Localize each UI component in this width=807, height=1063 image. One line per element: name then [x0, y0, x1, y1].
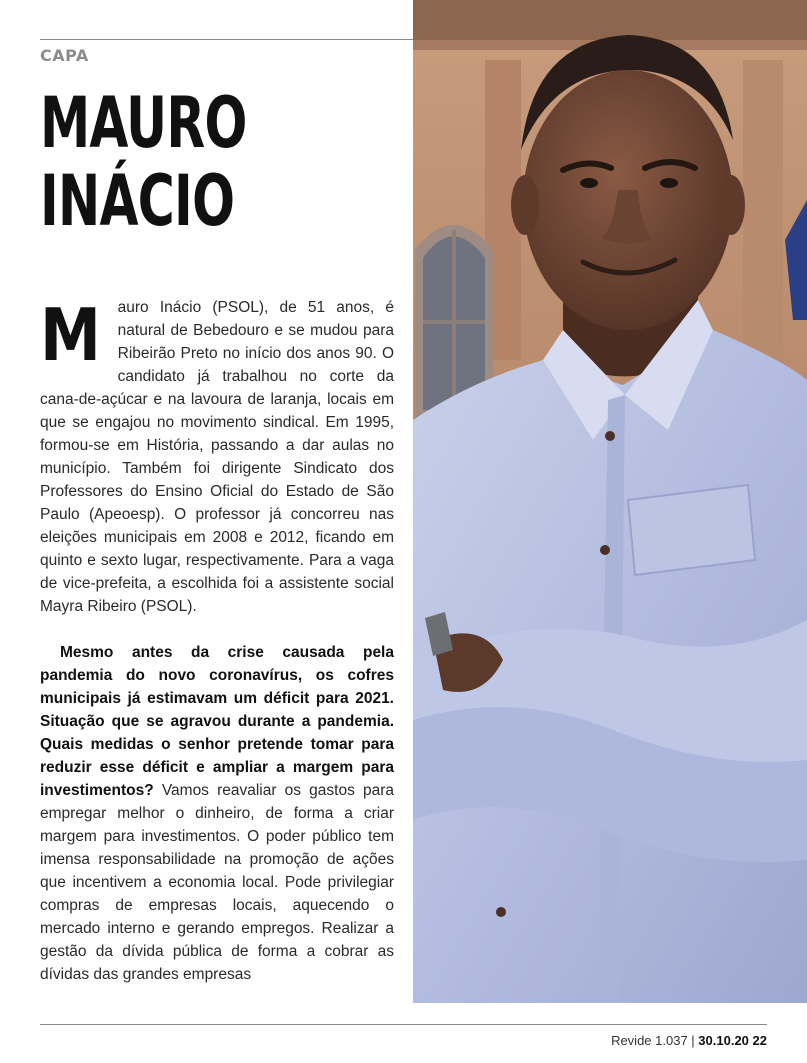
issue-date: 30.10.20 — [698, 1033, 749, 1048]
interview-answer: Vamos reavaliar os gastos para empregar melhor o dinheiro, de forma a criar margem para investimentos. O poder público tem imensa responsabilidade na promoção de ações que incentivem a economia local. Pode privilegiar compras de empresas locais, aquecendo o mercado interno e gerando empregos. Realizar a gestão da dívida pública de forma a cobrar as dívidas das grandes empresas — [40, 782, 394, 983]
drop-cap: M — [40, 293, 101, 377]
intro-paragraph — [40, 293, 394, 618]
interview-question: Mesmo antes da crise causada pela pandemia do novo coronavírus, os cofres municipais já estimavam um déficit para 2021. Situação que se agravou durante a pandemia. Quais medidas o senhor pretende tomar para reduzir esse déficit e ampliar a margem para investimentos? — [40, 644, 394, 799]
section-label: CAPA — [40, 46, 89, 65]
portrait-illustration — [413, 0, 807, 1003]
qa-paragraph — [40, 641, 394, 986]
headline — [40, 84, 247, 240]
page-footer — [611, 1033, 767, 1048]
article-body — [40, 293, 394, 986]
headline-line-2: INÁCIO — [40, 160, 235, 242]
headline-line-1: MAURO — [40, 82, 247, 164]
footer-rule — [40, 1024, 767, 1025]
publication-issue: Revide 1.037 | — [611, 1033, 695, 1048]
portrait-photo — [413, 0, 807, 1003]
intro-text: auro Inácio (PSOL), de 51 anos, é natural de Bebedouro e se mudou para Ribeirão Preto no início dos anos 90. O candidato já trabalhou no corte da cana-de-açúcar e na lavoura de laranja, locais em que se engajou no movimento sindical. Em 1995, formou-se em História, passando a dar aulas no município. Também foi dirigente Sindicato dos Professores do Ensino Oficial do Estado de São Paulo (Apeoesp). O professor já concorreu nas eleições municipais em 2008 e 2012, ficando em quinto e sexto lugar, respectivamente. Para a vaga de vice-prefeita, a escolhida foi a assistente social Mayra Ribeiro (PSOL). — [40, 299, 394, 615]
page-number: 22 — [752, 1033, 767, 1048]
top-rule — [40, 39, 413, 40]
